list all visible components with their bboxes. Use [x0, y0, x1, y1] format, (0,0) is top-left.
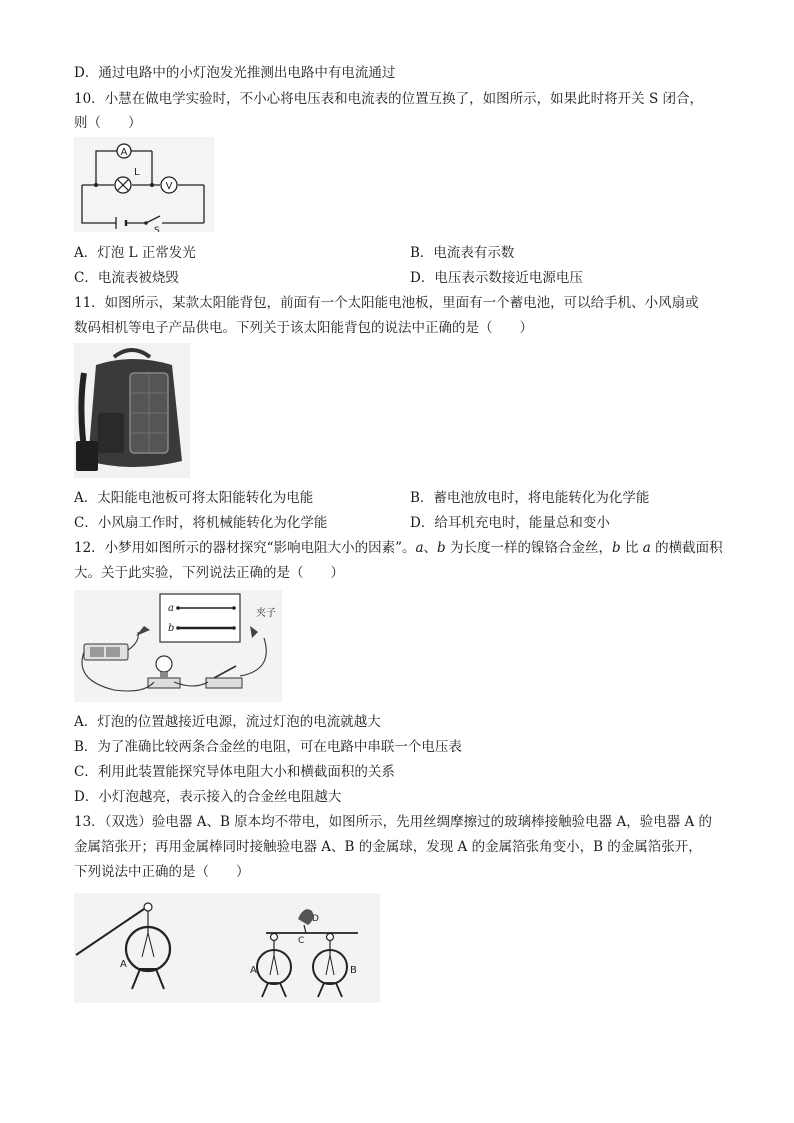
q12-stem-part-b: 为长度一样的镍铬合金丝， — [445, 540, 612, 556]
q12-clip-label: 夹子 — [256, 608, 276, 619]
q13-stem-line2: 金属箔张开；再用金属棒同时接触验电器 A、B 的金属球，发现 A 的金属箔张角变小，B 的金属箔张开， — [74, 839, 702, 855]
q10-option-c: C．电流表被烧毁 — [74, 270, 179, 286]
q12-stem-part-d: 的横截面积 — [650, 540, 723, 556]
q12-option-d: D．小灯泡越亮，表示接入的合金丝电阻越大 — [74, 789, 342, 805]
q12-wire-a-label: a — [168, 603, 174, 614]
q10-option-a: A．灯泡 L 正常发光 — [74, 245, 196, 261]
q12-stem-part-a: 12．小梦用如图所示的器材探究“影响电阻大小的因素”。 — [74, 540, 416, 556]
q13-d-label: D — [312, 914, 319, 924]
q10-ammeter-label: A — [120, 147, 128, 158]
q11-stem-line1: 11．如图所示，某款太阳能背包，前面有一个太阳能电池板，里面有一个蓄电池，可以给手机、小风扇或 — [74, 295, 699, 311]
q12-stem-part-c: 比 — [620, 540, 643, 556]
q12-stem-line2: 大。关于此实验，下列说法正确的是（ ） — [74, 565, 344, 581]
q13-right-a-label: A — [250, 965, 257, 976]
q13-c-label: C — [298, 936, 305, 946]
q10-option-b: B．电流表有示数 — [410, 245, 515, 261]
q10-lamp-label: L — [134, 167, 140, 178]
q11-option-c: C．小风扇工作时，将机械能转化为化学能 — [74, 515, 328, 531]
q11-option-b: B．蓄电池放电时，将电能转化为化学能 — [410, 490, 650, 506]
q11-stem-line2: 数码相机等电子产品供电。下列关于该太阳能背包的说法中正确的是（ ） — [74, 320, 533, 336]
q12-option-a: A．灯泡的位置越接近电源，流过灯泡的电流就越大 — [74, 714, 381, 730]
q10-stem-line1: 10．小慧在做电学实验时，不小心将电压表和电流表的位置互换了，如图所示，如果此时将开关 S 闭合， — [74, 91, 704, 107]
q12-var-b2: b — [612, 540, 621, 556]
q13-stem-line1: 13．（双选）验电器 A、B 原本均不带电，如图所示，先用丝绸摩擦过的玻璃棒接触验电器 A，验电器 A 的 — [74, 814, 713, 830]
q12-stem-sep: 、 — [423, 540, 438, 556]
q12-stem-line1 — [74, 538, 723, 558]
q9-option-d: D．通过电路中的小灯泡发光推测出电路中有电流通过 — [74, 65, 396, 81]
q13-electroscope-figure — [74, 893, 380, 1003]
q13-right-b-label: B — [350, 965, 357, 976]
q12-option-b: B．为了准确比较两条合金丝的电阻，可在电路中串联一个电压表 — [74, 739, 462, 755]
q12-option-c: C．利用此装置能探究导体电阻大小和横截面积的关系 — [74, 764, 395, 780]
q12-var-a: a — [415, 540, 424, 556]
q11-option-d: D．给耳机充电时，能量总和变小 — [410, 515, 610, 531]
q12-var-a2: a — [642, 540, 651, 556]
q11-solar-backpack-photo — [74, 343, 190, 478]
q10-circuit-figure — [74, 137, 214, 232]
q12-var-b: b — [437, 540, 446, 556]
q10-stem-line2: 则（ ） — [74, 115, 142, 131]
q11-option-a: A．太阳能电池板可将太阳能转化为电能 — [74, 490, 314, 506]
q12-wire-b-label: b — [168, 623, 175, 634]
q12-apparatus-figure — [74, 590, 282, 702]
q13-stem-line3: 下列说法中正确的是（ ） — [74, 864, 250, 880]
q13-left-a-label: A — [120, 959, 127, 970]
q10-switch-label: S — [154, 226, 160, 232]
q10-voltmeter-label: V — [165, 181, 173, 192]
q10-option-d: D．电压表示数接近电源电压 — [410, 270, 583, 286]
